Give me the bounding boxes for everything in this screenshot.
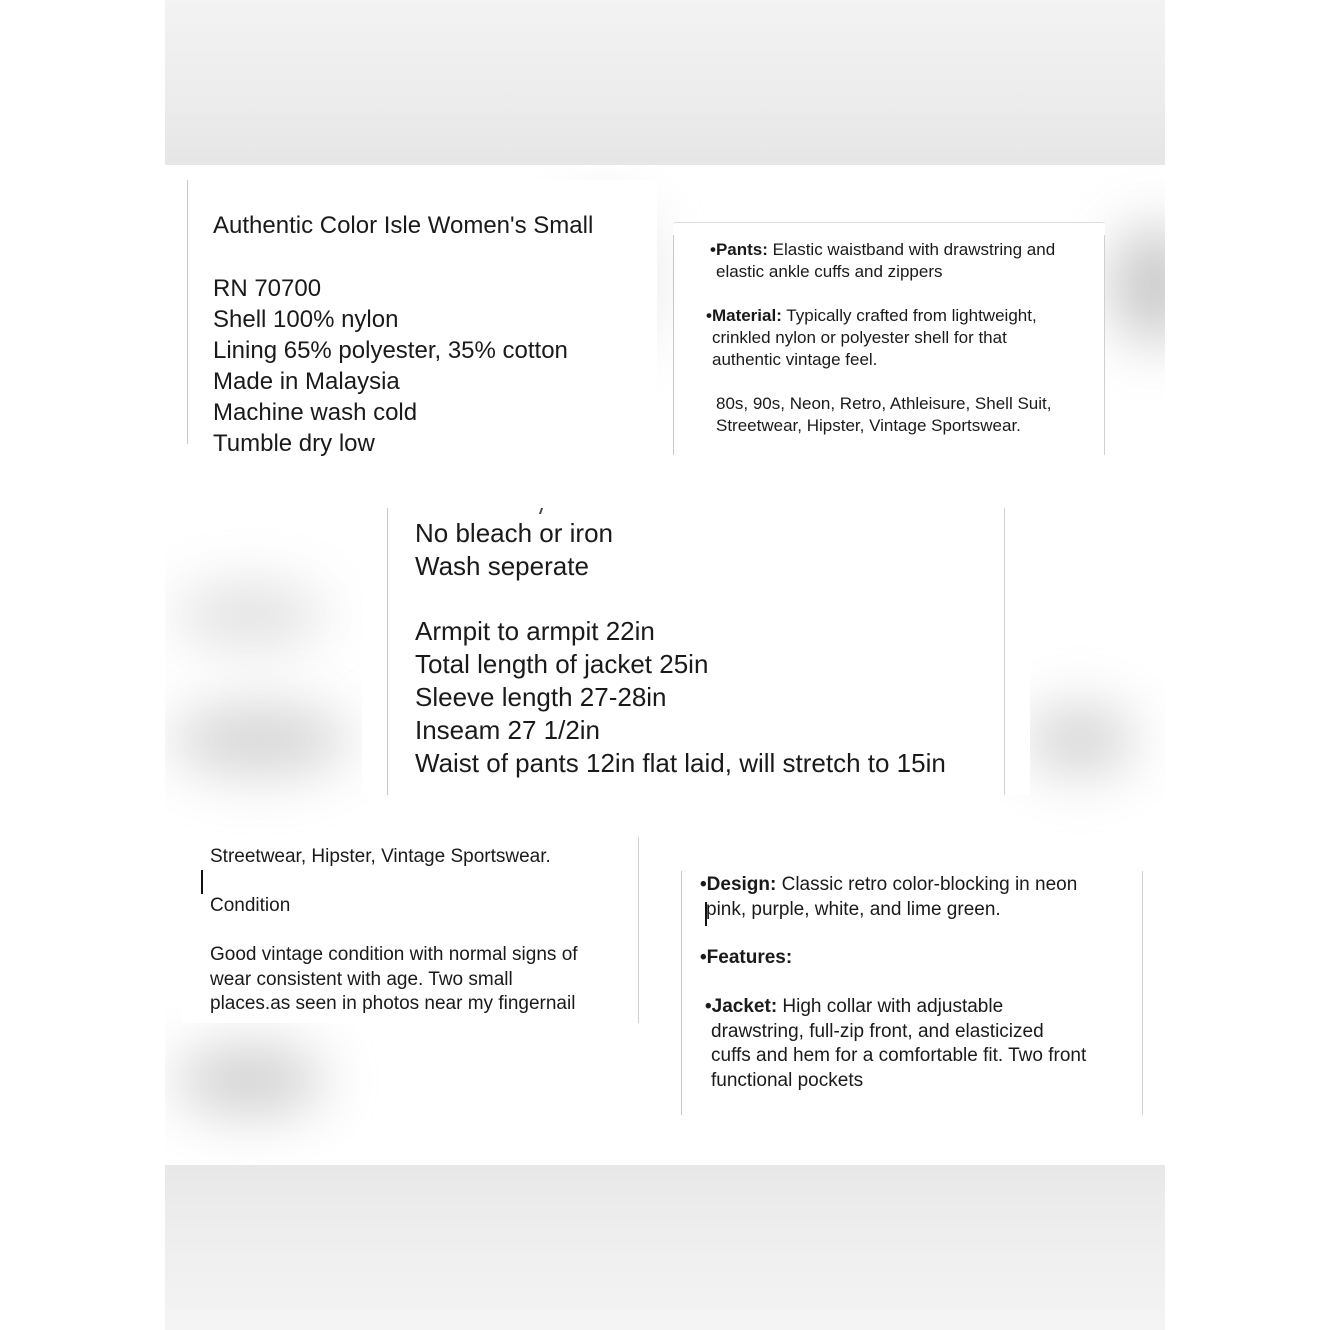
spec-line: Shell 100% nylon [213, 306, 399, 333]
spec-list [213, 273, 568, 459]
card-edge [1004, 508, 1005, 795]
pants-text: elastic ankle cuffs and zippers [716, 262, 943, 281]
listing-image-frame [165, 0, 1165, 1330]
measurement-line: Inseam 27 1/2in [415, 715, 601, 745]
pants-text: Elastic waistband with drawstring and [772, 240, 1056, 259]
card-edge [638, 837, 639, 1023]
card-edge [387, 508, 388, 795]
listing-title: Authentic Color Isle Women's Small [213, 212, 594, 239]
design-label: •Design: [700, 874, 777, 895]
cropped-text-mark [539, 508, 543, 514]
design-text: Classic retro color-blocking in neon [781, 874, 1078, 895]
condition-card [181, 837, 639, 1023]
material-paragraph [706, 305, 1037, 371]
tags-text: Streetwear, Hipster, Vintage Sportswear. [716, 416, 1021, 435]
tags-tail: Streetwear, Hipster, Vintage Sportswear. [210, 846, 551, 867]
design-text: pink, purple, white, and lime green. [706, 898, 1001, 920]
condition-text: places.as seen in photos near my fingernail [210, 993, 576, 1014]
jacket-paragraph [705, 995, 1086, 1093]
pants-label: •Pants: [710, 240, 768, 259]
design-paragraph [700, 873, 1077, 922]
condition-text: wear consistent with age. Two small [210, 968, 513, 990]
spec-line: Tumble dry low [213, 430, 375, 457]
spec-line: RN 70700 [213, 275, 322, 302]
condition-heading: Condition [210, 895, 291, 916]
measurement-line: Total length of jacket 25in [415, 649, 709, 679]
measurement-list [415, 615, 946, 780]
measurement-line: Sleeve length 27-28in [415, 682, 667, 712]
top-backdrop [165, 0, 1165, 165]
condition-paragraph [210, 943, 578, 1017]
condition-text: Good vintage condition with normal signs of [210, 944, 578, 965]
text-cursor [201, 870, 203, 894]
spec-line: Made in Malaysia [213, 368, 400, 395]
card-edge [1142, 871, 1143, 1115]
care-line: Wash seperate [415, 551, 589, 581]
card-edge [673, 235, 674, 455]
measurement-line: Waist of pants 12in flat laid, will stretch to 15in [415, 748, 946, 778]
tags-paragraph [716, 393, 1051, 437]
measurement-line: Armpit to armpit 22in [415, 616, 655, 646]
tags-text: 80s, 90s, Neon, Retro, Athleisure, Shell Suit, [716, 394, 1052, 413]
jacket-text: cuffs and hem for a comfortable fit. Two front [711, 1045, 1087, 1066]
spec-line: Lining 65% polyester, 35% cotton [213, 337, 568, 364]
jacket-text: functional pockets [711, 1069, 864, 1091]
jacket-label: •Jacket: [705, 996, 778, 1017]
specs-card [187, 180, 657, 457]
care-list [415, 517, 613, 583]
pants-paragraph [710, 239, 1055, 283]
design-features-card [681, 871, 1143, 1115]
measurements-card [362, 508, 1030, 795]
care-line: No bleach or iron [415, 518, 613, 548]
jacket-text: High collar with adjustable [782, 996, 1004, 1017]
material-label: •Material: [706, 306, 782, 325]
shadow-blob [1025, 705, 1135, 775]
bottom-backdrop [165, 1165, 1165, 1330]
card-edge [187, 180, 188, 444]
jacket-text: drawstring, full-zip front, and elasticized [711, 1020, 1044, 1042]
shadow-blob [1110, 225, 1165, 345]
screenshot-collage [165, 165, 1165, 1165]
pants-material-card [673, 222, 1105, 455]
shadow-blob [175, 1045, 325, 1115]
material-text: Typically crafted from lightweight, [786, 306, 1037, 325]
spec-line: Machine wash cold [213, 399, 418, 426]
card-edge [1104, 235, 1105, 455]
features-label: •Features: [700, 947, 793, 968]
material-text: crinkled nylon or polyester shell for that [712, 328, 1007, 347]
material-text: authentic vintage feel. [712, 350, 878, 369]
card-edge [681, 871, 682, 1115]
shadow-blob [175, 585, 325, 645]
shadow-blob [170, 705, 350, 775]
